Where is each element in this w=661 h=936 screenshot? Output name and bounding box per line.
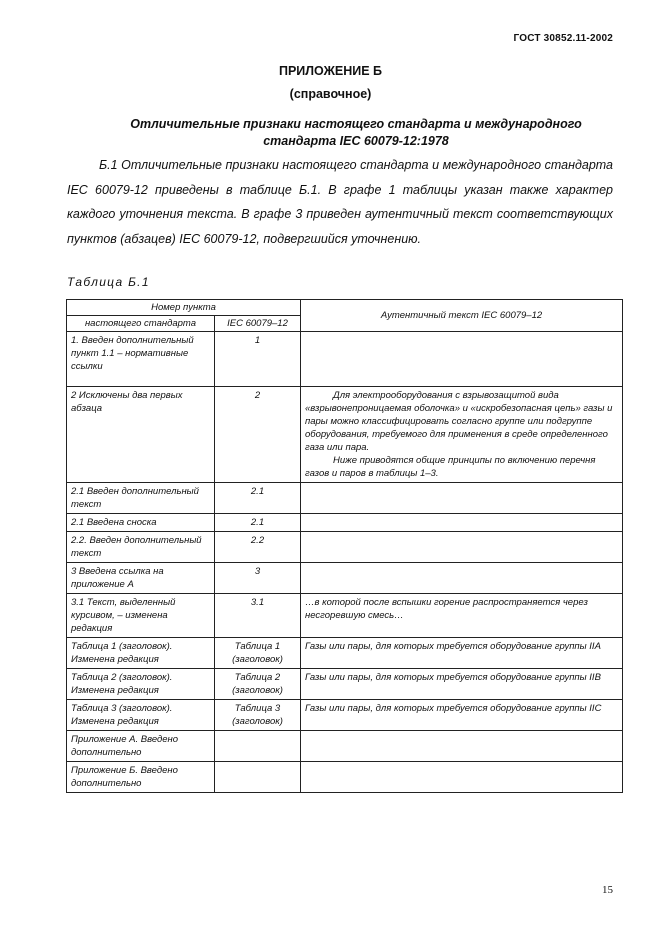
authentic-text-para1: Для электрооборудования с взрывозащитой вида «взрывонепроницаемая оболочка» и «искробезопасная цепь» газы и пары можно классифицировать согласно группе или подгруппе оборудования, требуемого для применения в среде определенного газа или пара. [305, 390, 613, 453]
header-col3: Аутентичный текст IEC 60079–12 [301, 300, 623, 332]
table-row [67, 532, 623, 563]
table-row [67, 762, 623, 793]
cell-iec-clause: 1 [215, 332, 301, 387]
cell-iec-clause: 2.1 [215, 483, 301, 514]
differences-table [66, 299, 623, 793]
table-row [67, 483, 623, 514]
cell-authentic-text [301, 731, 623, 762]
cell-clause: 2.1 Введена сноска [67, 514, 215, 532]
cell-iec-clause: Таблица 2 (заголовок) [215, 669, 301, 700]
cell-authentic-text [301, 332, 623, 387]
appendix-title: ПРИЛОЖЕНИЕ Б [278, 64, 383, 78]
appendix-heading-line2: стандарта IEC 60079-12:1978 [263, 134, 449, 148]
cell-clause: Таблица 1 (заголовок). Изменена редакция [67, 638, 215, 669]
intro-paragraph: Б.1 Отличительные признаки настоящего стандарта и международного стандарта IEC 60079-12 приведены в таблице Б.1. В графе 1 таблицы указан также характер каждого уточнения текста. В графе 3 приведен аутентичный текст соответствующих пунктов (абзацев) IEC 60079-12, подвергшийся уточнению. [67, 158, 613, 246]
cell-clause: 2 Исключены два первых абзаца [67, 387, 215, 483]
header-col1: настоящего стандарта [67, 316, 215, 332]
cell-authentic-text: Газы или пары, для которых требуется оборудование группы IIA [301, 638, 623, 669]
cell-clause: 3 Введена ссылка на приложение А [67, 563, 215, 594]
cell-iec-clause [215, 762, 301, 793]
cell-authentic-text: Газы или пары, для которых требуется оборудование группы IIB [301, 669, 623, 700]
cell-iec-clause [215, 731, 301, 762]
cell-clause: Таблица 2 (заголовок). Изменена редакция [67, 669, 215, 700]
cell-authentic-text [301, 514, 623, 532]
cell-iec-clause: 2.2 [215, 532, 301, 563]
cell-iec-clause: Таблица 1 (заголовок) [215, 638, 301, 669]
appendix-heading-line1: Отличительные признаки настоящего стандарта и международного [130, 117, 582, 131]
table-row [67, 387, 623, 483]
cell-clause: 3.1 Текст, выделенный курсивом, – изменена редакция [67, 594, 215, 638]
cell-authentic-text [301, 387, 623, 483]
cell-authentic-text [301, 762, 623, 793]
cell-authentic-text [301, 563, 623, 594]
header-group-cell: Номер пункта [67, 300, 301, 316]
authentic-text-para2: Ниже приводятся общие принципы по включению перечня газов и паров в таблицы 1–3. [305, 455, 596, 479]
cell-iec-clause: 2.1 [215, 514, 301, 532]
cell-authentic-text: …в которой после вспышки горение распространяется через несгоревшую смесь… [301, 594, 623, 638]
appendix-heading [100, 116, 612, 150]
cell-clause: Приложение А. Введено дополнительно [67, 731, 215, 762]
cell-iec-clause: 3 [215, 563, 301, 594]
cell-clause: 2.2. Введен дополнительный текст [67, 532, 215, 563]
table-row [67, 731, 623, 762]
document-code: ГОСТ 30852.11-2002 [513, 33, 613, 44]
cell-clause: Приложение Б. Введено дополнительно [67, 762, 215, 793]
table-row [67, 669, 623, 700]
cell-authentic-text: Газы или пары, для которых требуется оборудование группы IIC [301, 700, 623, 731]
table-row [67, 638, 623, 669]
cell-clause: Таблица 3 (заголовок). Изменена редакция [67, 700, 215, 731]
header-col2: IEC 60079–12 [215, 316, 301, 332]
cell-iec-clause: Таблица 3 (заголовок) [215, 700, 301, 731]
cell-clause: 2.1 Введен дополнительный текст [67, 483, 215, 514]
cell-iec-clause: 3.1 [215, 594, 301, 638]
page-number: 15 [602, 884, 613, 896]
appendix-subtitle: (справочное) [289, 87, 372, 101]
cell-authentic-text [301, 483, 623, 514]
table-caption: Таблица Б.1 [67, 275, 150, 289]
table-row [67, 700, 623, 731]
table-row [67, 332, 623, 387]
cell-iec-clause: 2 [215, 387, 301, 483]
table-row [67, 514, 623, 532]
table-row [67, 594, 623, 638]
cell-clause: 1. Введен дополнительный пункт 1.1 – нормативные ссылки [67, 332, 215, 387]
cell-authentic-text [301, 532, 623, 563]
table-row [67, 563, 623, 594]
